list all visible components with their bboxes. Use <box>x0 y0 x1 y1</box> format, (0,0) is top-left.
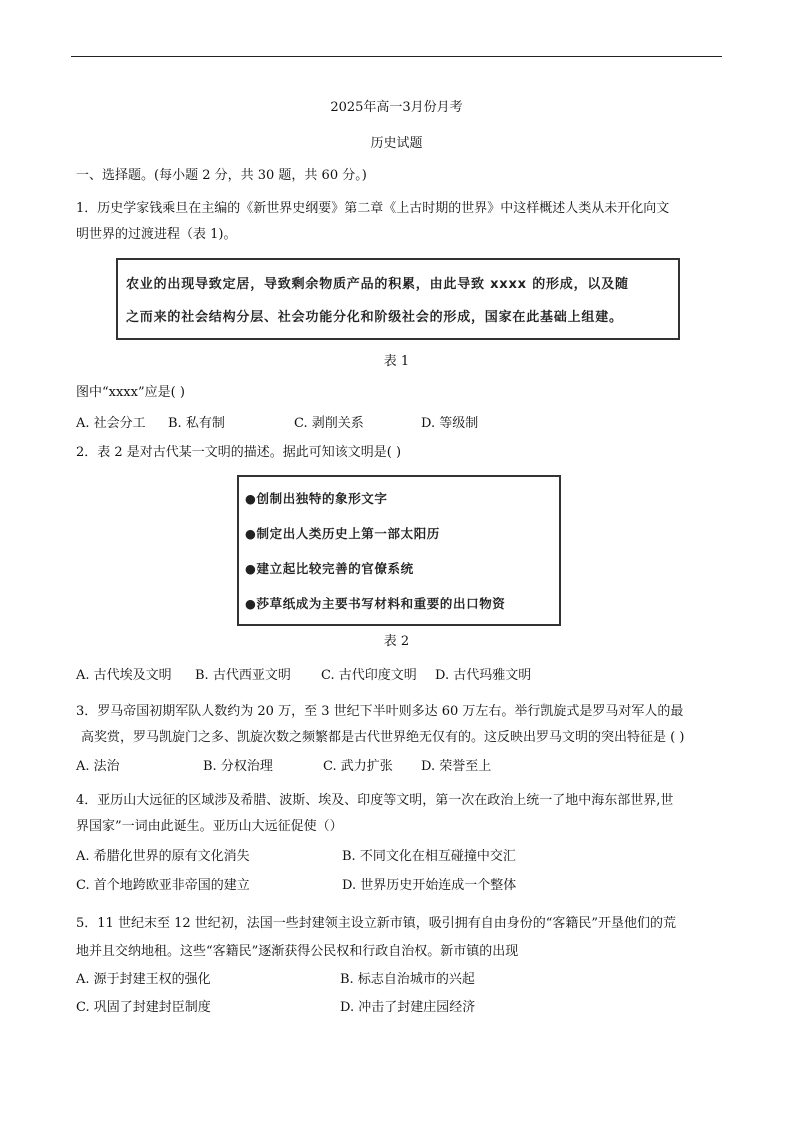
q3-option-d[interactable]: D. 荣誉至上 <box>421 759 492 774</box>
q1-stem-line1: 1．历史学家钱乘旦在主编的《新世界史纲要》第二章《上古时期的世界》中这样概述人类从未开化向文 <box>76 201 670 216</box>
q5-option-a[interactable]: A. 源于封建王权的强化 <box>76 972 211 987</box>
q2-option-b[interactable]: B. 古代西亚文明 <box>195 668 291 683</box>
q4-option-a[interactable]: A. 希腊化世界的原有文化消失 <box>76 849 250 864</box>
q3-stem-line2: 高奖赏，罗马凯旋门之多、凯旋次数之频繁都是古代世界绝无仅有的。这反映出罗马文明的突出特征是 ( ) <box>81 730 685 745</box>
q5-option-d[interactable]: D. 冲击了封建庄园经济 <box>340 1000 476 1015</box>
table-2-box <box>237 475 561 626</box>
q4-stem-line2: 界国家”一词由此诞生。亚历山大远征促使（） <box>76 819 343 834</box>
q1-option-c[interactable]: C. 剥削关系 <box>294 416 364 431</box>
q1-question: 图中“xxxx”应是( ) <box>76 385 185 400</box>
q3-stem-line1: 3．罗马帝国初期军队人数约为 20 万，至 3 世纪下半叶则多达 60 万左右。举行凯旋式是罗马对军人的最 <box>76 704 684 719</box>
table-2-item-4: ●莎草纸成为主要书写材料和重要的出口物资 <box>245 596 506 611</box>
q4-stem-line1: 4．亚历山大远征的区域涉及希腊、波斯、埃及、印度等文明，第一次在政治上统一了地中海东部世界,世 <box>76 793 674 808</box>
table-2-item-3: ●建立起比较完善的官僚系统 <box>245 561 414 576</box>
q2-option-d[interactable]: D. 古代玛雅文明 <box>435 668 532 683</box>
q1-option-a[interactable]: A. 社会分工 <box>76 416 146 431</box>
q5-stem-line1: 5．11 世纪末至 12 世纪初，法国一些封建领主设立新市镇，吸引拥有自由身份的“客籍民”开垦他们的荒 <box>76 916 677 931</box>
q4-option-d[interactable]: D. 世界历史开始连成一个整体 <box>342 878 517 893</box>
exam-title: 2025年高一3月份月考 <box>330 100 463 115</box>
q4-option-c[interactable]: C. 首个地跨欧亚非帝国的建立 <box>76 878 250 893</box>
q2-option-c[interactable]: C. 古代印度文明 <box>321 668 417 683</box>
table-1-box <box>116 258 680 340</box>
q2-option-a[interactable]: A. 古代埃及文明 <box>76 668 172 683</box>
q5-option-c[interactable]: C. 巩固了封建封臣制度 <box>76 1000 211 1015</box>
table-2-item-1: ●创制出独特的象形文字 <box>245 491 388 506</box>
table-1-line2: 之而来的社会结构分层、社会功能分化和阶级社会的形成，国家在此基础上组建。 <box>126 310 623 325</box>
table-1-caption: 表 1 <box>383 354 410 369</box>
q4-option-b[interactable]: B. 不同文化在相互碰撞中交汇 <box>342 849 516 864</box>
q5-stem-line2: 地并且交纳地租。这些“客籍民”逐渐获得公民权和行政自治权。新市镇的出现 <box>76 944 519 959</box>
q3-option-c[interactable]: C. 武力扩张 <box>323 759 393 774</box>
q2-stem: 2．表 2 是对古代某一文明的描述。据此可知该文明是( ) <box>76 445 402 460</box>
table-2-caption: 表 2 <box>383 634 410 649</box>
q3-option-b[interactable]: B. 分权治理 <box>203 759 273 774</box>
table-2-item-2: ●制定出人类历史上第一部太阳历 <box>245 526 440 541</box>
q3-option-a[interactable]: A. 法治 <box>76 759 120 774</box>
q1-option-b[interactable]: B. 私有制 <box>168 416 225 431</box>
q1-option-d[interactable]: D. 等级制 <box>421 416 479 431</box>
header-rule <box>71 56 722 57</box>
section-heading: 一、选择题。(每小题 2 分，共 30 题，共 60 分。) <box>76 168 367 183</box>
exam-subtitle: 历史试题 <box>370 136 423 151</box>
q1-stem-line2: 明世界的过渡进程（表 1)。 <box>76 227 237 242</box>
q5-option-b[interactable]: B. 标志自治城市的兴起 <box>340 972 475 987</box>
table-1-line1: 农业的出现导致定居，导致剩余物质产品的积累，由此导致 xxxx 的形成，以及随 <box>126 277 629 292</box>
